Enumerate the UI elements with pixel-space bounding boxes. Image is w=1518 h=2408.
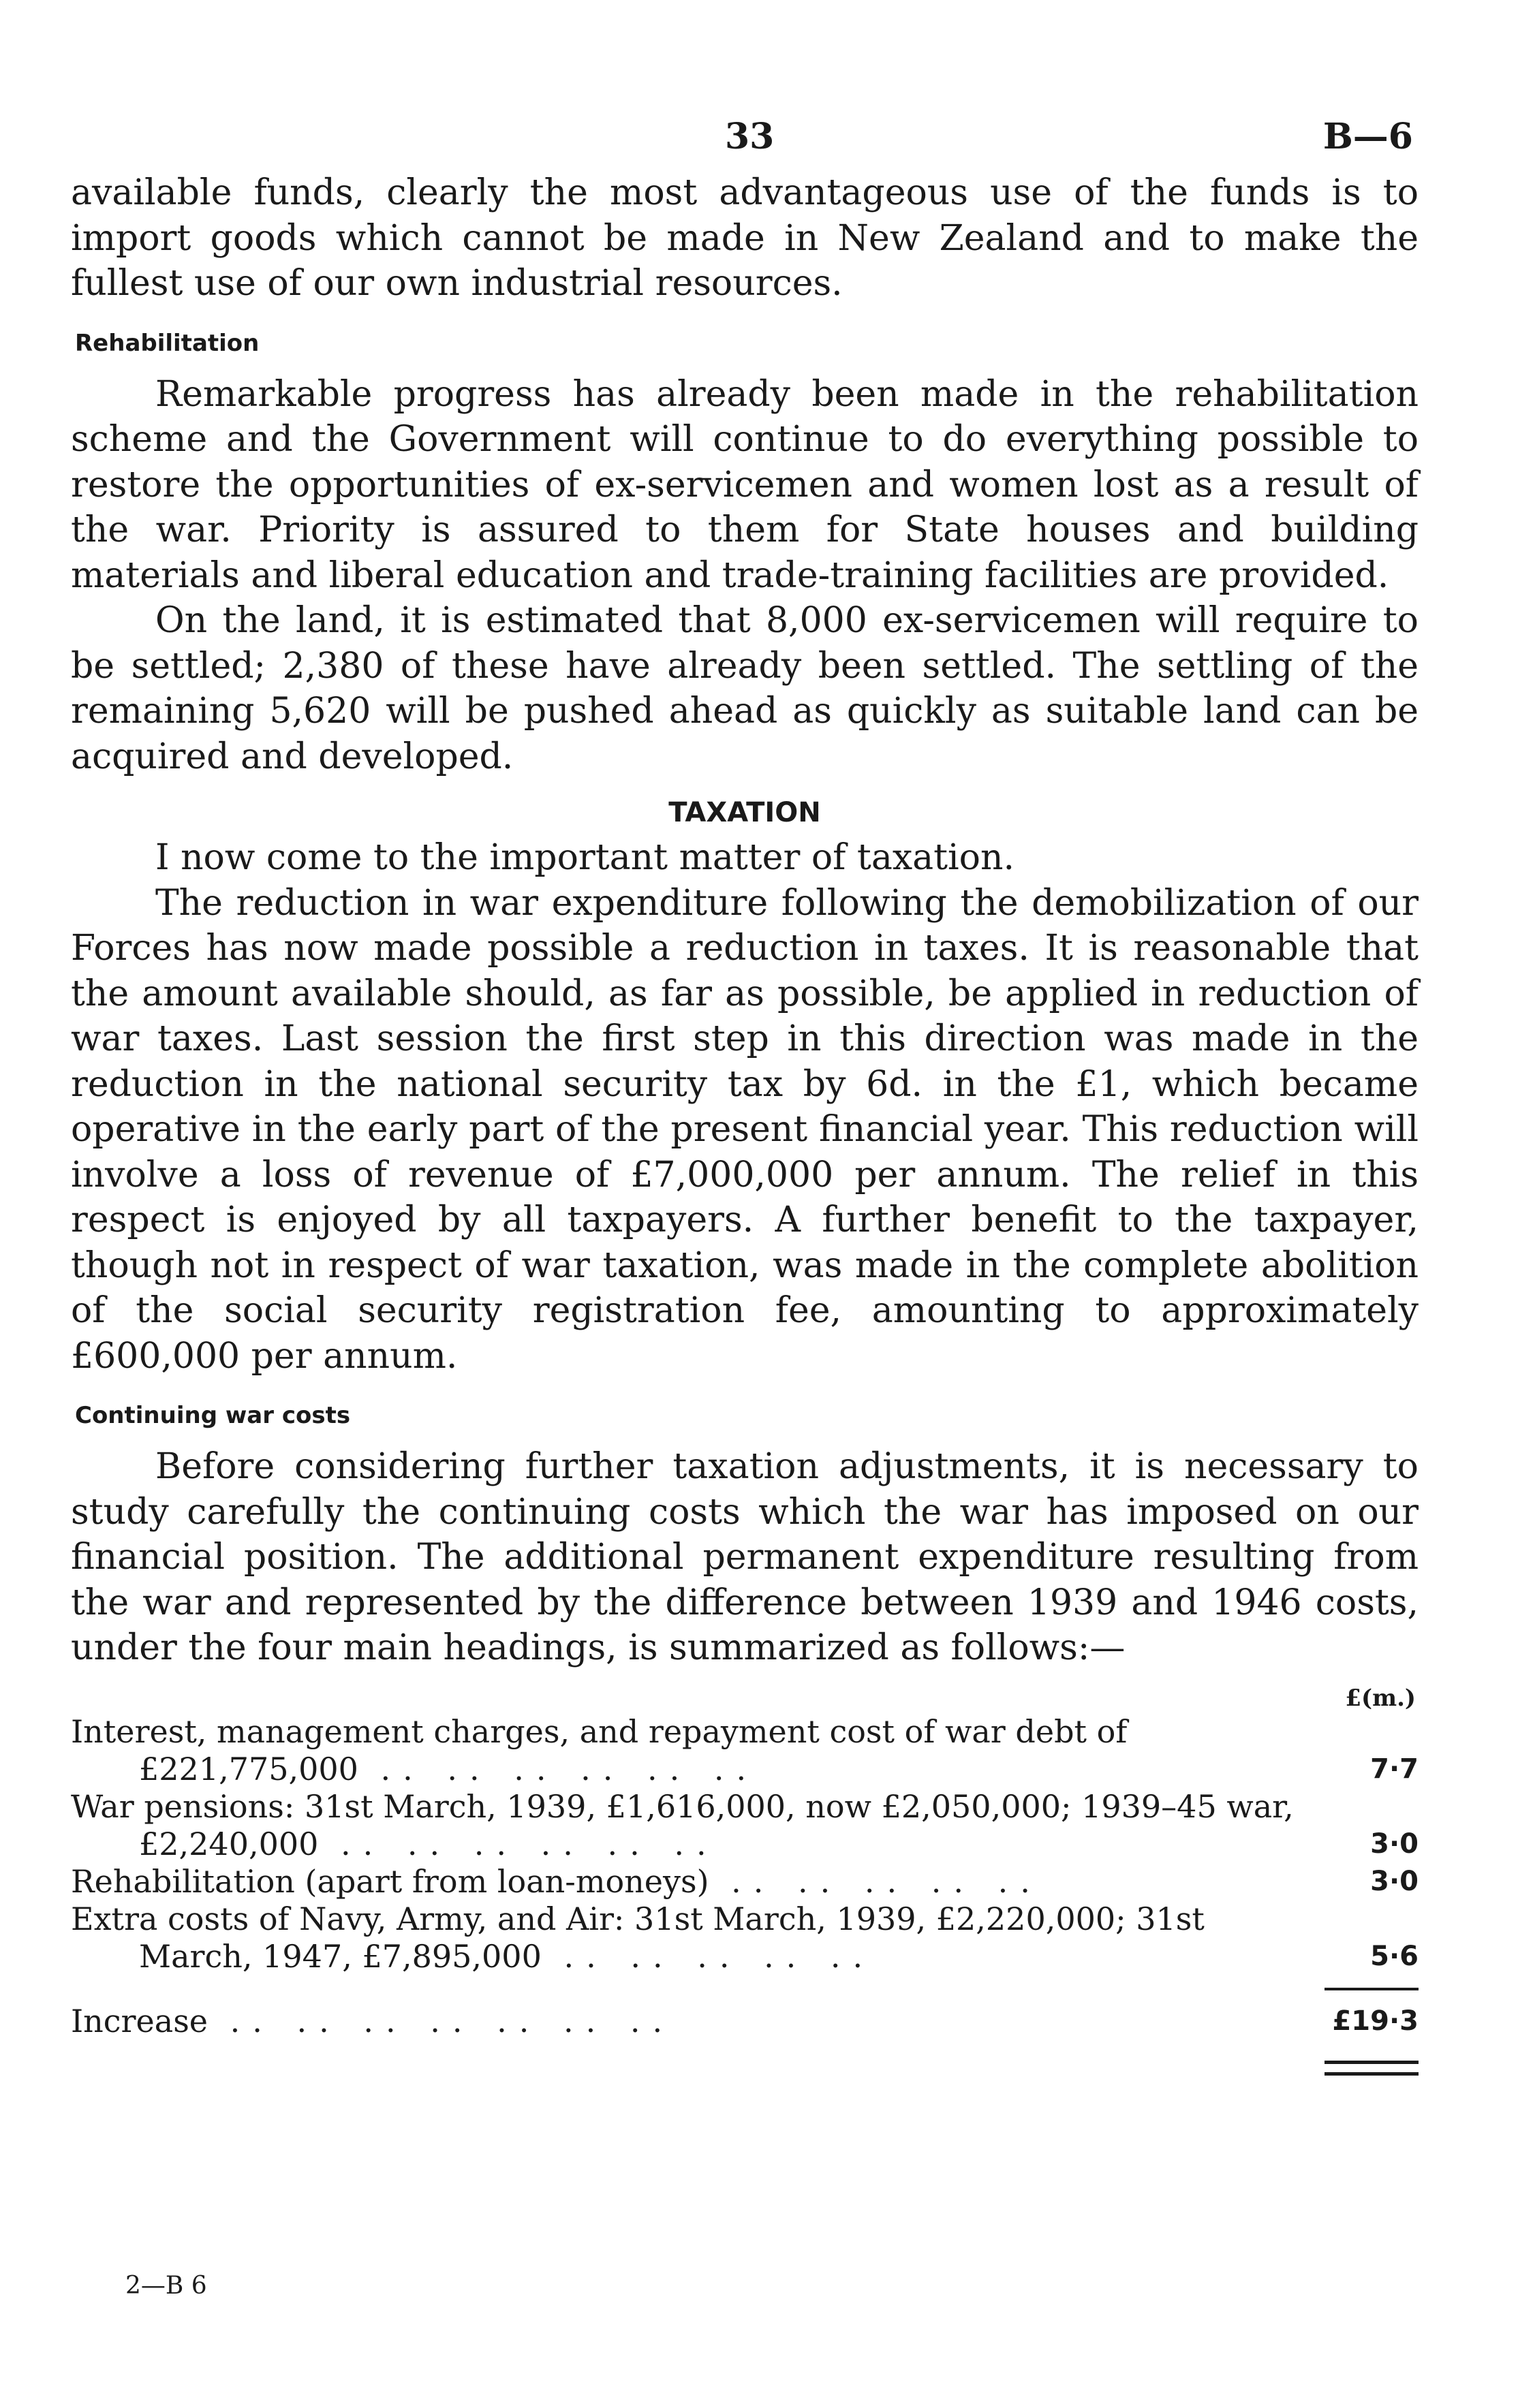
row-description: Interest, management charges, and repayment cost of war debt of £221,775,000 bbox=[71, 1713, 1128, 1787]
rehabilitation-heading: Rehabilitation bbox=[75, 329, 260, 357]
dot-leader: .. .. .. .. .. bbox=[541, 1937, 876, 1975]
row-description: Rehabilitation (apart from loan-moneys) bbox=[71, 1862, 709, 1900]
row-value: 3·0 bbox=[1370, 1828, 1419, 1860]
dot-leader: .. .. .. .. .. bbox=[709, 1862, 1042, 1900]
intro-paragraph: available funds, clearly the most advantageous use of the funds is to import goods which cannot be made in New Zealand and to make the fullest use of our own industrial resources. bbox=[71, 172, 1419, 304]
row-description: War pensions: 31st March, 1939, £1,616,000, now £2,050,000; 1939–45 war, £2,240,000 bbox=[71, 1787, 1294, 1862]
war-costs-table bbox=[71, 1713, 1419, 2076]
document-page bbox=[71, 109, 1419, 2076]
dot-leader: .. .. .. .. .. .. bbox=[358, 1750, 759, 1787]
continuing-war-costs-paragraph: Before considering further taxation adjustments, it is necessary to study carefully the continuing costs which the war has imposed on our financial position. The additional permanent expenditure resulting from the war and represented by the difference between 1939 and 1946 costs, under the four main headings, is summarized as follows:— bbox=[71, 1446, 1419, 1668]
row-value: 7·7 bbox=[1370, 1753, 1419, 1785]
page-number: 33 bbox=[725, 116, 775, 157]
table-unit-header: £(m.) bbox=[1345, 1684, 1416, 1712]
rehabilitation-paragraph-1: Remarkable progress has already been made in the rehabilitation scheme and the Government will continue to do everything possible to restore the opportunities of ex-servicemen and women lost as a result of the war. Priority is assured to them for State houses and building materials and liberal education and trade-training facilities are provided. bbox=[71, 373, 1419, 596]
table-row bbox=[71, 1788, 1419, 1863]
printer-signature: 2—B 6 bbox=[125, 2272, 207, 2300]
total-label: Increase bbox=[71, 2002, 208, 2039]
total-row bbox=[71, 2003, 1419, 2040]
taxation-heading: TAXATION bbox=[668, 797, 821, 828]
dot-leader: .. .. .. .. .. .. .. bbox=[208, 2002, 675, 2039]
row-value: 3·0 bbox=[1370, 1865, 1419, 1897]
document-code: B—6 bbox=[1322, 116, 1413, 157]
rehabilitation-paragraph-2: On the land, it is estimated that 8,000 ex-servicemen will require to be settled; 2,380 of these have already been settled. The settling of the remaining 5,620 will be pushed ahead as quickly as suitable land can be acquired and developed. bbox=[71, 600, 1419, 777]
taxation-paragraph-2: The reduction in war expenditure following the demobilization of our Forces has now made possible a reduction in taxes. It is reasonable that the amount available should, as far as possible, be applied in reduction of war taxes. Last session the first step in this direction was made in the reduction in the national security tax by 6d. in the £1, which became operative in the early part of the present financial year. This reduction will involve a loss of revenue of £7,000,000 per annum. The relief in this respect is enjoyed by all taxpayers. A further benefit to the taxpayer, though not in respect of war taxation, was made in the complete abolition of the social security registration fee, amounting to approximately £600,000 per annum. bbox=[71, 882, 1419, 1377]
total-double-rule bbox=[1325, 2061, 1419, 2076]
page-header bbox=[71, 109, 1419, 170]
subtotal-rule bbox=[1325, 1988, 1419, 1990]
table-row bbox=[71, 1901, 1419, 1975]
taxation-paragraph-1: I now come to the important matter of taxation. bbox=[155, 837, 1014, 878]
row-value: 5·6 bbox=[1370, 1940, 1419, 1972]
continuing-war-costs-heading: Continuing war costs bbox=[75, 1402, 351, 1429]
total-value: £19·3 bbox=[1332, 2005, 1419, 2037]
dot-leader: .. .. .. .. .. .. bbox=[318, 1825, 719, 1862]
row-description: Extra costs of Navy, Army, and Air: 31st March, 1939, £2,220,000; 31st March, 1947, £7,895,000 bbox=[71, 1900, 1205, 1975]
table-row bbox=[71, 1863, 1419, 1901]
table-row bbox=[71, 1713, 1419, 1788]
